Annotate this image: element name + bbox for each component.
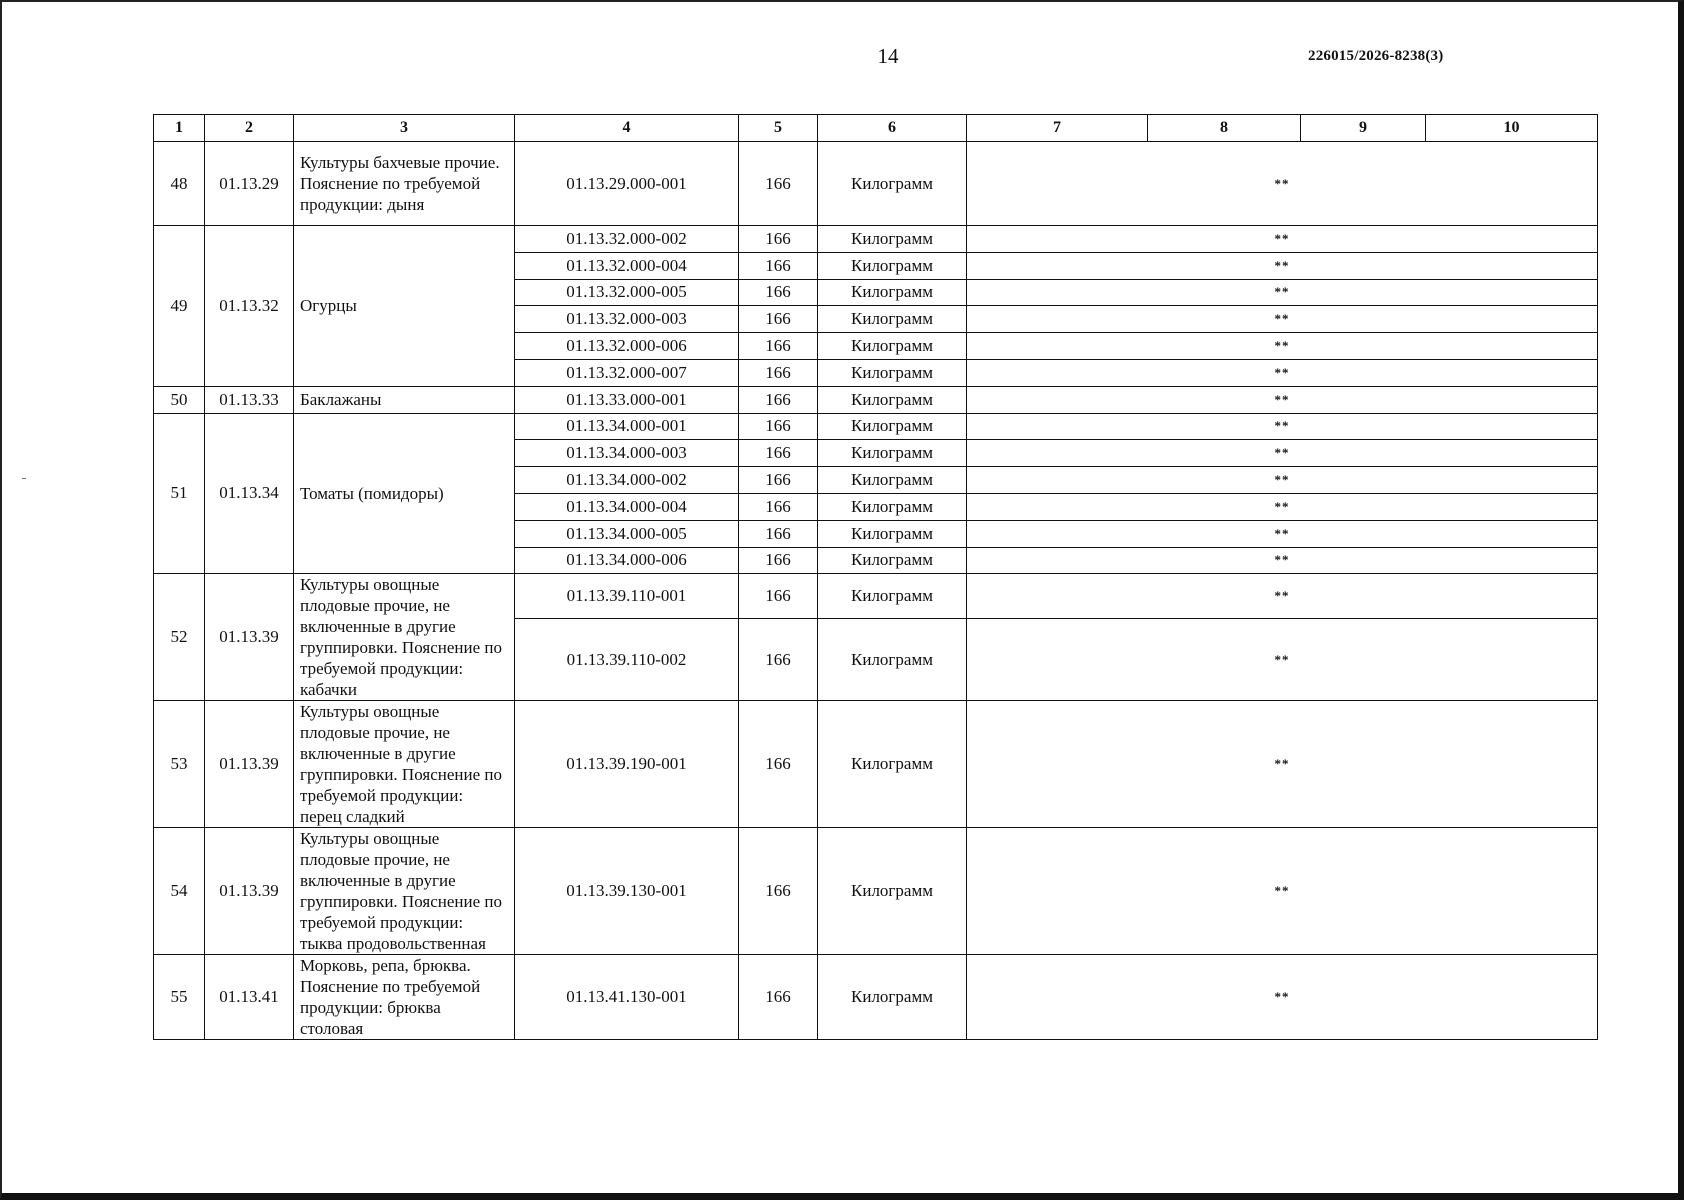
okei-code: 166 <box>739 440 818 467</box>
ktru-code: 01.13.33.000-001 <box>515 386 739 413</box>
table-row <box>154 701 1598 828</box>
product-name: Культуры овощные плодовые прочие, не включенные в другие группировки. Пояснение по требуемой продукции: перец сладкий <box>294 701 515 828</box>
okpd-code: 01.13.29 <box>205 142 294 226</box>
okei-code: 166 <box>739 493 818 520</box>
ktru-code: 01.13.32.000-002 <box>515 226 739 253</box>
okei-code: 166 <box>739 574 818 618</box>
unit-name: Килограмм <box>818 828 967 955</box>
product-name: Морковь, репа, брюква. Пояснение по требуемой продукции: брюква столовая <box>294 955 515 1040</box>
unit-name: Килограмм <box>818 306 967 333</box>
header-cell: 1 <box>154 115 205 142</box>
asterisk-mark: ** <box>967 574 1598 618</box>
asterisk-mark: ** <box>967 306 1598 333</box>
okei-code: 166 <box>739 955 818 1040</box>
asterisk-mark: ** <box>967 413 1598 440</box>
ktru-code: 01.13.39.130-001 <box>515 828 739 955</box>
asterisk-mark: ** <box>967 618 1598 701</box>
okpd-code: 01.13.34 <box>205 413 294 574</box>
unit-name: Килограмм <box>818 226 967 253</box>
okei-code: 166 <box>739 333 818 360</box>
okei-code: 166 <box>739 467 818 494</box>
okpd-code: 01.13.33 <box>205 386 294 413</box>
asterisk-mark: ** <box>967 828 1598 955</box>
ktru-code: 01.13.29.000-001 <box>515 142 739 226</box>
header-cell: 3 <box>294 115 515 142</box>
okpd-code: 01.13.39 <box>205 574 294 701</box>
unit-name: Килограмм <box>818 618 967 701</box>
asterisk-mark: ** <box>967 226 1598 253</box>
header-cell: 2 <box>205 115 294 142</box>
header-cell: 8 <box>1148 115 1301 142</box>
ktru-code: 01.13.39.110-002 <box>515 618 739 701</box>
header-cell: 5 <box>739 115 818 142</box>
unit-name: Килограмм <box>818 955 967 1040</box>
row-number: 53 <box>154 701 205 828</box>
asterisk-mark: ** <box>967 520 1598 547</box>
okpd-code: 01.13.41 <box>205 955 294 1040</box>
row-number: 50 <box>154 386 205 413</box>
asterisk-mark: ** <box>967 701 1598 828</box>
asterisk-mark: ** <box>967 142 1598 226</box>
asterisk-mark: ** <box>967 493 1598 520</box>
ktru-code: 01.13.32.000-007 <box>515 359 739 386</box>
okei-code: 166 <box>739 547 818 574</box>
product-name: Баклажаны <box>294 386 515 413</box>
header-cell: 10 <box>1426 115 1598 142</box>
unit-name: Килограмм <box>818 493 967 520</box>
okei-code: 166 <box>739 252 818 279</box>
asterisk-mark: ** <box>967 547 1598 574</box>
table-header-row <box>154 115 1598 142</box>
product-name: Культуры овощные плодовые прочие, не включенные в другие группировки. Пояснение по требуемой продукции: кабачки <box>294 574 515 701</box>
unit-name: Килограмм <box>818 359 967 386</box>
unit-name: Килограмм <box>818 547 967 574</box>
okei-code: 166 <box>739 386 818 413</box>
unit-name: Килограмм <box>818 701 967 828</box>
page-number: 14 <box>877 44 899 68</box>
okei-code: 166 <box>739 142 818 226</box>
row-number: 51 <box>154 413 205 574</box>
table-row <box>154 386 1598 413</box>
unit-name: Килограмм <box>818 279 967 306</box>
product-name: Томаты (помидоры) <box>294 413 515 574</box>
ktru-code: 01.13.39.190-001 <box>515 701 739 828</box>
unit-name: Килограмм <box>818 333 967 360</box>
okpd-code: 01.13.32 <box>205 226 294 387</box>
table-row <box>154 574 1598 618</box>
asterisk-mark: ** <box>967 955 1598 1040</box>
product-name: Культуры овощные плодовые прочие, не включенные в другие группировки. Пояснение по требуемой продукции: тыква продовольственная <box>294 828 515 955</box>
row-number: 48 <box>154 142 205 226</box>
unit-name: Килограмм <box>818 467 967 494</box>
ktru-code: 01.13.32.000-004 <box>515 252 739 279</box>
unit-name: Килограмм <box>818 386 967 413</box>
unit-name: Килограмм <box>818 440 967 467</box>
asterisk-mark: ** <box>967 467 1598 494</box>
registry-table <box>153 114 1598 1040</box>
okei-code: 166 <box>739 226 818 253</box>
table-row <box>154 142 1598 226</box>
okei-code: 166 <box>739 279 818 306</box>
header-cell: 4 <box>515 115 739 142</box>
okei-code: 166 <box>739 701 818 828</box>
ktru-code: 01.13.39.110-001 <box>515 574 739 618</box>
unit-name: Килограмм <box>818 252 967 279</box>
unit-name: Килограмм <box>818 142 967 226</box>
header-cell: 7 <box>967 115 1148 142</box>
asterisk-mark: ** <box>967 333 1598 360</box>
okpd-code: 01.13.39 <box>205 828 294 955</box>
row-number: 52 <box>154 574 205 701</box>
ktru-code: 01.13.32.000-003 <box>515 306 739 333</box>
table-row <box>154 828 1598 955</box>
unit-name: Килограмм <box>818 413 967 440</box>
unit-name: Килограмм <box>818 574 967 618</box>
okei-code: 166 <box>739 306 818 333</box>
asterisk-mark: ** <box>967 440 1598 467</box>
ktru-code: 01.13.34.000-003 <box>515 440 739 467</box>
product-name: Огурцы <box>294 226 515 387</box>
ktru-code: 01.13.32.000-005 <box>515 279 739 306</box>
ktru-code: 01.13.32.000-006 <box>515 333 739 360</box>
okei-code: 166 <box>739 520 818 547</box>
header-cell: 9 <box>1301 115 1426 142</box>
ktru-code: 01.13.41.130-001 <box>515 955 739 1040</box>
product-name: Культуры бахчевые прочие. Пояснение по требуемой продукции: дыня <box>294 142 515 226</box>
table-row <box>154 955 1598 1040</box>
unit-name: Килограмм <box>818 520 967 547</box>
ktru-code: 01.13.34.000-002 <box>515 467 739 494</box>
asterisk-mark: ** <box>967 359 1598 386</box>
table-row <box>154 226 1598 253</box>
table-row <box>154 413 1598 440</box>
ktru-code: 01.13.34.000-006 <box>515 547 739 574</box>
asterisk-mark: ** <box>967 252 1598 279</box>
okpd-code: 01.13.39 <box>205 701 294 828</box>
row-number: 54 <box>154 828 205 955</box>
ktru-code: 01.13.34.000-004 <box>515 493 739 520</box>
scan-mark <box>22 478 26 479</box>
row-number: 49 <box>154 226 205 387</box>
asterisk-mark: ** <box>967 279 1598 306</box>
header-cell: 6 <box>818 115 967 142</box>
row-number: 55 <box>154 955 205 1040</box>
okei-code: 166 <box>739 413 818 440</box>
okei-code: 166 <box>739 618 818 701</box>
ktru-code: 01.13.34.000-001 <box>515 413 739 440</box>
okei-code: 166 <box>739 359 818 386</box>
okei-code: 166 <box>739 828 818 955</box>
ktru-code: 01.13.34.000-005 <box>515 520 739 547</box>
asterisk-mark: ** <box>967 386 1598 413</box>
document-code: 226015/2026-8238(3) <box>1308 48 1444 64</box>
